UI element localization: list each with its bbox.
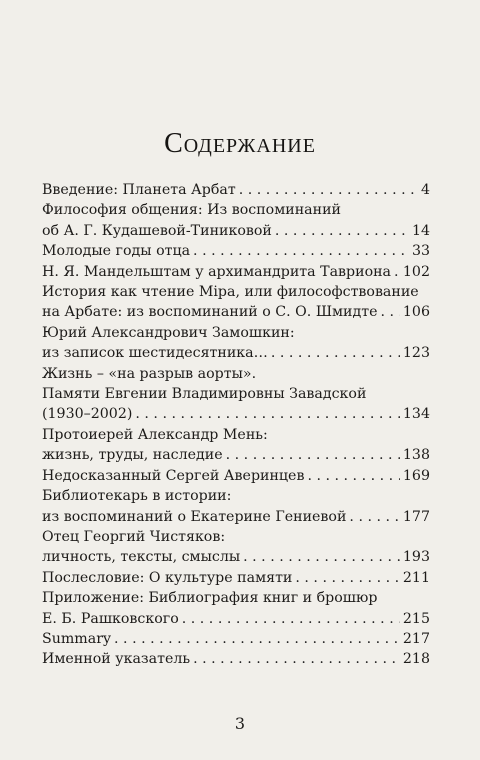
toc-entry-line <box>42 445 430 465</box>
toc-entry-line <box>42 180 430 200</box>
toc-entry <box>42 568 430 588</box>
toc-page-number: 217 <box>402 630 430 647</box>
toc-entry-title: Послесловие: О культуре памяти <box>42 569 293 586</box>
toc-entry-title: жизнь, труды, наследие <box>42 447 223 464</box>
toc-page-number: 138 <box>402 447 430 464</box>
toc-entry-line <box>42 507 430 527</box>
toc-page-number: 102 <box>402 263 430 280</box>
toc-entry-title: Е. Б. Рашковского <box>42 610 179 627</box>
dot-leader <box>349 507 399 527</box>
toc-entry-title: личность, тексты, смыслы <box>42 549 241 566</box>
dot-leader <box>182 609 400 629</box>
toc-entry <box>42 323 430 364</box>
toc-page-number: 4 <box>420 182 430 198</box>
toc-page-number: 33 <box>411 243 430 260</box>
toc-page-number: 14 <box>411 222 430 239</box>
toc-entry-title: из записок шестидесятника… <box>42 345 268 362</box>
toc-entry <box>42 282 430 323</box>
page-number: 3 <box>234 714 246 733</box>
toc-entry-line <box>42 547 430 567</box>
toc-entry-line <box>42 262 430 282</box>
toc-entry-title: Жизнь – «на разрыв аорты». <box>42 365 257 382</box>
toc-page-number: 123 <box>402 345 430 362</box>
toc-page-number: 193 <box>402 549 430 566</box>
toc-entry-title: Протоиерей Александр Мень: <box>42 426 268 443</box>
toc-entry <box>42 629 430 649</box>
toc-entry-line <box>42 323 430 343</box>
toc-entry-title: об А. Г. Кудашевой-Тиниковой <box>42 222 272 239</box>
toc-entry-line <box>42 282 430 302</box>
dot-leader <box>271 343 400 363</box>
dot-leader <box>243 547 400 567</box>
dot-leader <box>226 445 400 465</box>
toc-entry-title: История как чтение Міра, или философствование <box>42 284 419 301</box>
toc-entry-line <box>42 425 430 445</box>
toc-entry <box>42 486 430 527</box>
toc-entry-title: Библиотекарь в истории: <box>42 488 232 505</box>
toc-entry <box>42 200 430 241</box>
toc-page-number: 218 <box>402 651 430 668</box>
toc-entry-line <box>42 629 430 649</box>
toc-entry <box>42 262 430 282</box>
dot-leader <box>193 241 409 261</box>
toc-page-number: 215 <box>402 610 430 627</box>
toc-entry <box>42 588 430 629</box>
toc-page-number: 106 <box>402 304 430 321</box>
toc-entry-title: Именной указатель <box>42 651 191 668</box>
toc-entry-line <box>42 384 430 404</box>
toc-entry-title: Философия общения: Из воспоминаний <box>42 202 341 219</box>
toc-entry-line <box>42 221 430 241</box>
toc-entry <box>42 384 430 425</box>
toc-entry-line <box>42 527 430 547</box>
dot-leader <box>394 262 400 282</box>
toc-page-number: 211 <box>402 569 430 586</box>
toc-entry-title: Введение: Планета Арбат <box>42 182 236 198</box>
toc-entry-title: на Арбате: из воспоминаний о С. О. Шмидте <box>42 304 378 321</box>
toc-page-number: 169 <box>402 467 430 484</box>
toc-page-number: 134 <box>402 406 430 423</box>
toc-entry-title: из воспоминаний о Екатерине Гениевой <box>42 508 347 525</box>
toc-entry-line <box>42 364 430 384</box>
table-of-contents <box>42 180 430 670</box>
toc-entry <box>42 527 430 568</box>
toc-entry-line <box>42 200 430 220</box>
toc-entry <box>42 180 430 200</box>
toc-entry-line <box>42 404 430 424</box>
toc-entry-title: (1930–2002) <box>42 406 133 423</box>
toc-entry <box>42 425 430 466</box>
dot-leader <box>307 466 399 486</box>
toc-entry-title: Юрий Александрович Замошкин: <box>42 324 295 341</box>
toc-entry-line <box>42 486 430 506</box>
dot-leader <box>114 629 400 649</box>
toc-entry <box>42 241 430 261</box>
toc-entry-title: Отец Георгий Чистяков: <box>42 528 226 545</box>
toc-entry-line <box>42 343 430 363</box>
dot-leader <box>275 221 409 241</box>
toc-entry-line <box>42 241 430 261</box>
toc-entry-title: Памяти Евгении Владимировны Завадской <box>42 386 367 403</box>
toc-entry-line <box>42 609 430 629</box>
toc-entry-title: Молодые годы отца <box>42 243 191 260</box>
toc-page-number: 177 <box>402 508 430 525</box>
toc-entry <box>42 466 430 486</box>
toc-entry-line <box>42 302 430 322</box>
dot-leader <box>193 649 400 669</box>
toc-entry-title: Приложение: Библиография книг и брошюр <box>42 590 378 607</box>
toc-entry <box>42 649 430 669</box>
toc-entry-line <box>42 466 430 486</box>
dot-leader <box>381 302 400 322</box>
dot-leader <box>239 180 418 200</box>
toc-entry-title: Недосказанный Сергей Аверинцев <box>42 467 305 484</box>
dot-leader <box>295 568 400 588</box>
toc-entry-title: Summary <box>42 630 112 647</box>
toc-entry-title: Н. Я. Мандельштам у архимандрита Тавриона <box>42 263 392 280</box>
toc-entry-line <box>42 568 430 588</box>
toc-entry-line <box>42 588 430 608</box>
toc-entry-line <box>42 649 430 669</box>
dot-leader <box>135 404 400 424</box>
page-title: Содержание <box>164 128 316 159</box>
toc-entry <box>42 364 430 384</box>
